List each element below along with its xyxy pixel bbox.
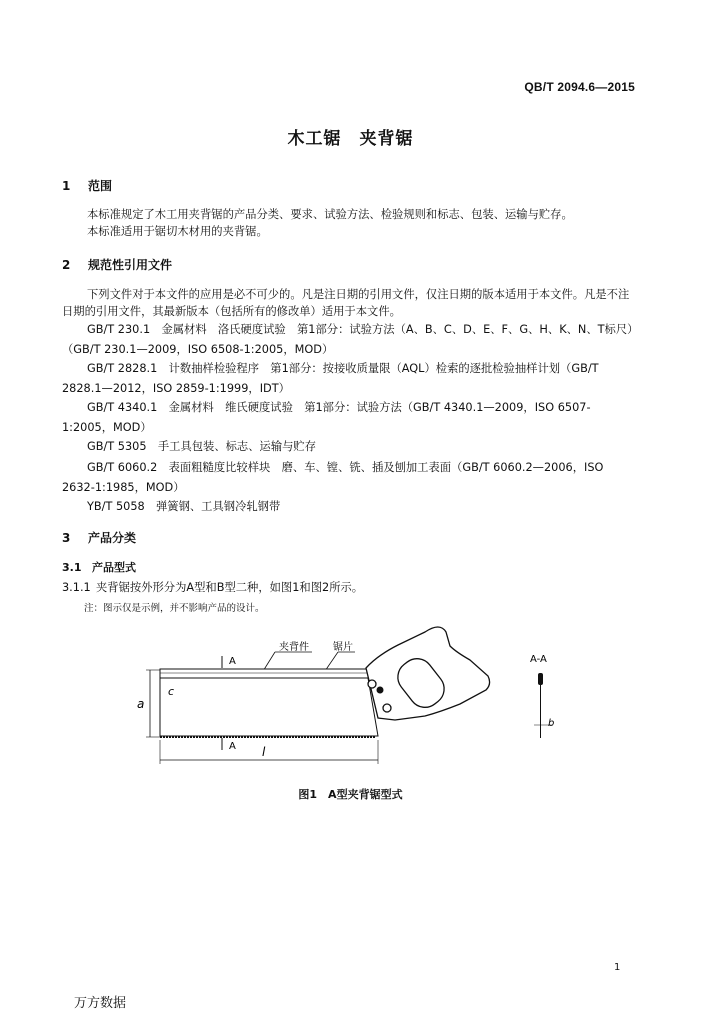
section-2-heading (62, 256, 172, 273)
reference-item: GB/T 6060.2 表面粗糙度比较样块 磨、车、镗、铣、插及刨加工表面（GB/T 6060.2—2006，ISO 2632-1:1985，MOD） (62, 461, 604, 494)
reference-item: GB/T 2828.1 计数抽样检验程序 第1部分：按接收质量限（AQL）检索的逐批检验抽样计划（GB/T 2828.1—2012，ISO 2859-1:1999，IDT） (62, 362, 599, 395)
section-mark-bottom: A (229, 741, 236, 752)
watermark: 万方数据 (74, 996, 127, 1011)
section-title: 范围 (88, 179, 113, 193)
clause-number: 3.1.1 (62, 581, 91, 594)
subsection-title: 产品型式 (92, 561, 136, 574)
clause-3-1-1 (62, 579, 363, 595)
section-view-back (538, 673, 543, 685)
section-mark-top: A (229, 656, 236, 667)
figure-caption: 图1 A型夹背锯型式 (298, 788, 403, 801)
section-title: 产品分类 (88, 531, 137, 545)
saw-back-clamp (160, 669, 370, 678)
rivet (383, 704, 391, 712)
section-number: 2 (62, 258, 71, 272)
dim-l: l (262, 745, 266, 759)
dim-c: c (168, 685, 175, 698)
figure-note: 注：图示仅是示例，并不影响产品的设计。 (84, 603, 265, 614)
section-1-heading (62, 177, 112, 194)
reference-item: GB/T 230.1 金属材料 洛氏硬度试验 第1部分：试验方法（A、B、C、D、E、F、G、H、K、N、T标尺）（GB/T 230.1—2009，ISO 6508-1:2005，MOD） (62, 323, 639, 356)
saw-figure-drawing (0, 610, 701, 780)
label-blade: 锯片 (333, 642, 353, 653)
page-number: 1 (614, 962, 621, 973)
section-3-heading (62, 529, 136, 546)
section-view-title: A-A (530, 654, 547, 665)
section-1-paragraph-1: 本标准规定了木工用夹背锯的产品分类、要求、试验方法、检验规则和标志、包装、运输与贮存。 (87, 208, 573, 221)
section-number: 1 (62, 179, 71, 193)
rivet (377, 687, 384, 694)
subsection-3-1-heading (62, 559, 136, 575)
dim-b: b (548, 718, 555, 729)
reference-item: GB/T 4340.1 金属材料 维氏硬度试验 第1部分：试验方法（GB/T 4340.1—2009，ISO 6507-1:2005，MOD） (62, 401, 591, 434)
saw-blade (160, 678, 378, 736)
clause-text: 夹背锯按外形分为A型和B型二种，如图1和图2所示。 (96, 581, 364, 594)
section-1-paragraph-2: 本标准适用于锯切木材用的夹背锯。 (87, 225, 268, 238)
document-title: 木工锯 夹背锯 (287, 129, 414, 149)
reference-item: GB/T 5305 手工具包装、标志、运输与贮存 (87, 440, 317, 453)
section-2-intro: 下列文件对于本文件的应用是必不可少的。凡是注日期的引用文件，仅注日期的版本适用于本文件。凡是不注日期的引用文件，其最新版本（包括所有的修改单）适用于本文件。 (62, 288, 630, 318)
rivet (368, 680, 376, 688)
label-back-clamp: 夹背件 (279, 642, 309, 653)
subsection-number: 3.1 (62, 561, 82, 574)
section-number: 3 (62, 531, 71, 545)
dim-a: a (137, 697, 145, 711)
reference-item: YB/T 5058 弹簧钢、工具钢冷轧钢带 (87, 500, 281, 513)
section-title: 规范性引用文件 (88, 258, 173, 272)
standard-code: QB/T 2094.6—2015 (524, 80, 635, 94)
